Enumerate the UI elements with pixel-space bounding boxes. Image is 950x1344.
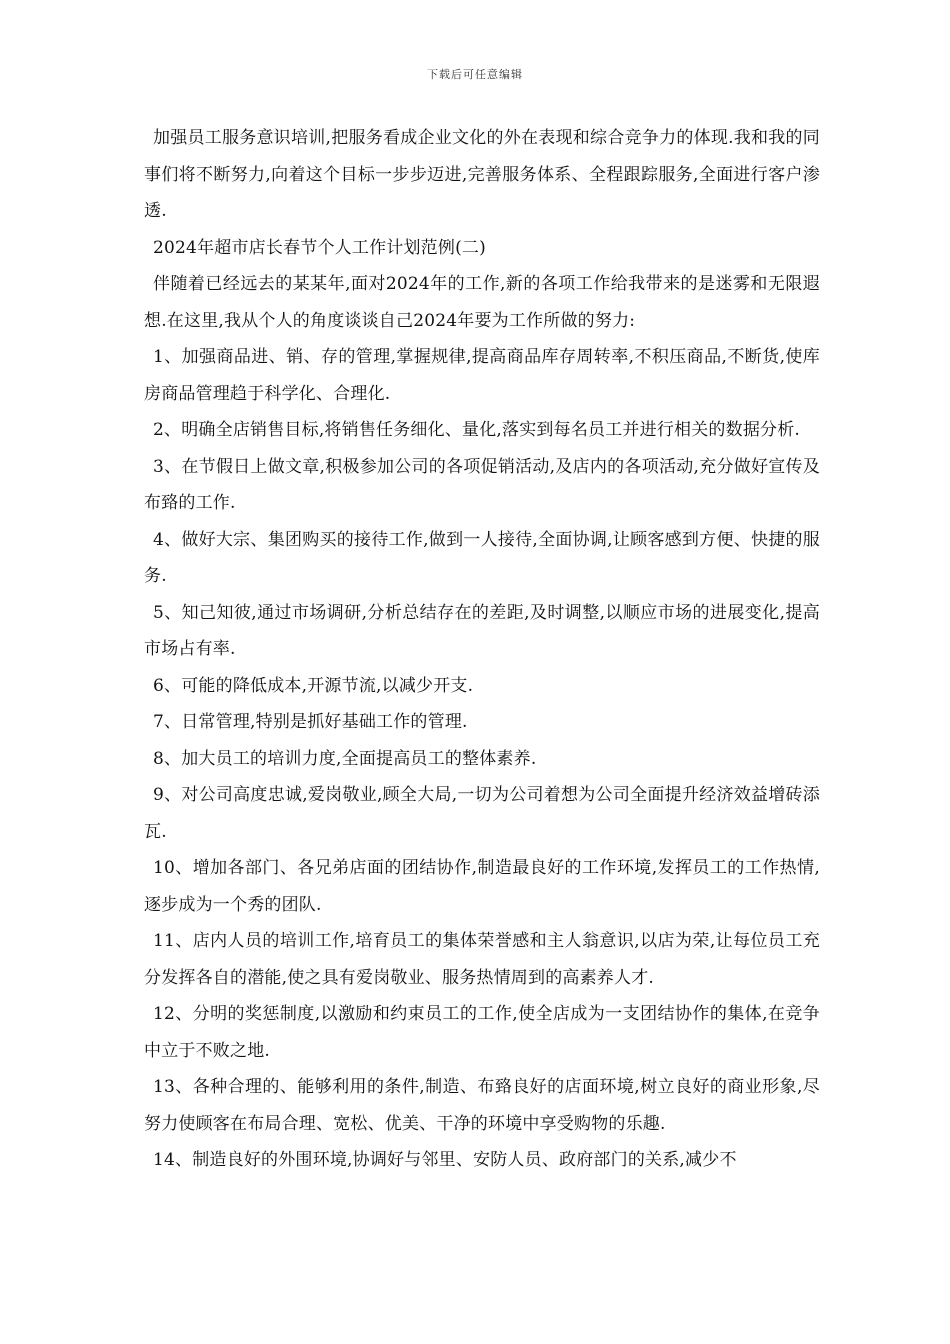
section-title: 2024年超市店长春节个人工作计划范例(二) [153,237,486,258]
list-item-8: 8、加大员工的培训力度,全面提高员工的整体素养. [153,748,537,769]
list-item-4: 4、做好大宗、集团购买的接待工作,做到一人接待,全面协调,让顾客感到方便、快捷的服务. [144,529,820,586]
list-item-3: 3、在节假日上做文章,积极参加公司的各项促销活动,及店内的各项活动,充分做好宣传及布臵的工作. [144,456,820,513]
paragraph-intro: 加强员工服务意识培训,把服务看成企业文化的外在表现和综合竞争力的体现.我和我的同事们将不断努力,向着这个目标一步步迈进,完善服务体系、全程跟踪服务,全面进行客户渗透. [144,128,820,221]
list-item-2: 2、明确全店销售目标,将销售任务细化、量化,落实到每名员工并进行相关的数据分析. [153,420,801,440]
list-item-9: 9、对公司高度忠诚,爱岗敬业,顾全大局,一切为公司着想为公司全面提升经济效益增砖添瓦. [144,785,820,842]
list-item-13: 13、各种合理的、能够利用的条件,制造、布臵良好的店面环境,树立良好的商业形象,尽努力使顾客在布局合理、宽松、优美、干净的环境中享受购物的乐趣. [144,1077,820,1134]
list-item-14: 14、制造良好的外围环境,协调好与邻里、安防人员、政府部门的关系,减少不 [153,1150,737,1170]
list-item-1: 1、加强商品进、销、存的管理,掌握规律,提高商品库存周转率,不积压商品,不断货,使库房商品管理趋于科学化、合理化. [144,347,820,404]
document-body [144,120,820,1179]
paragraph-preface: 伴随着已经远去的某某年,面对2024年的工作,新的各项工作给我带来的是迷雾和无限遐想.在这里,我从个人的角度谈谈自己2024年要为工作所做的努力: [144,274,820,331]
list-item-10: 10、增加各部门、各兄弟店面的团结协作,制造最良好的工作环境,发挥员工的工作热情,逐步成为一个秀的团队. [144,858,820,915]
list-item-11: 11、店内人员的培训工作,培育员工的集体荣誉感和主人翁意识,以店为荣,让每位员工充分发挥各自的潜能,使之具有爱岗敬业、服务热情周到的高素养人才. [144,931,820,988]
list-item-12: 12、分明的奖惩制度,以激励和约束员工的工作,使全店成为一支团结协作的集体,在竞争中立于不败之地. [144,1004,820,1061]
list-item-7: 7、日常管理,特别是抓好基础工作的管理. [153,712,468,732]
page-header-note: 下载后可任意编辑 [427,68,523,81]
list-item-5: 5、知己知彼,通过市场调研,分析总结存在的差距,及时调整,以顺应市场的进展变化,提高市场占有率. [144,602,820,659]
list-item-6: 6、可能的降低成本,开源节流,以减少开支. [153,675,474,696]
